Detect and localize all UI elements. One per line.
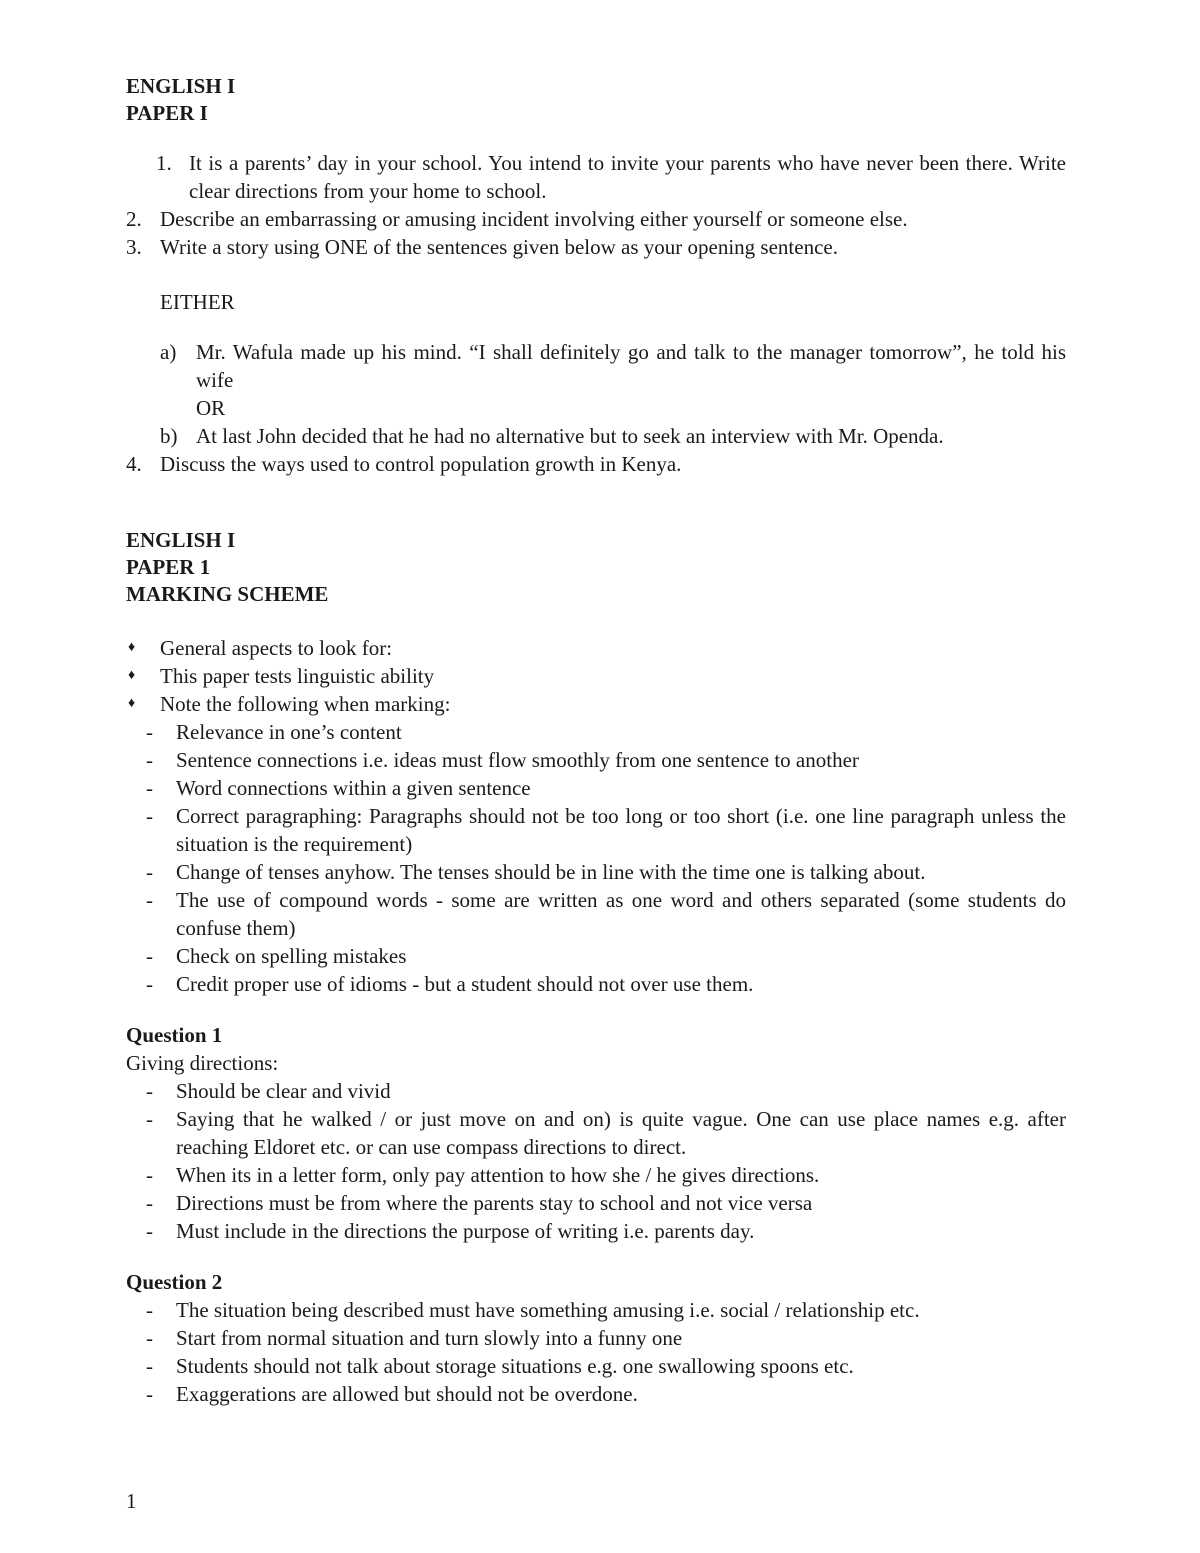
question-1-point [126,1077,1066,1105]
point-text: Saying that he walked / or just move on and on) is quite vague. One can use place names e.g. after reaching Eldoret etc. or can use compass directions to direct. [176,1107,1066,1159]
either-label: EITHER [160,290,235,314]
dash-bullet-icon: - [146,804,153,828]
point-text: Directions must be from where the parents stay to school and not vice versa [176,1191,813,1215]
dash-bullet-icon: - [146,1382,153,1406]
dash-bullet-icon: - [146,1354,153,1378]
marking-point-text: Credit proper use of idioms - but a student should not over use them. [176,972,754,996]
point-text: Students should not talk about storage situations e.g. one swallowing spoons etc. [176,1354,854,1378]
point-text: The situation being described must have something amusing i.e. social / relationship etc. [176,1298,920,1322]
question-number: 1. [156,151,172,175]
question-text: Describe an embarrassing or amusing incident involving either yourself or someone else. [160,207,908,231]
question-list [126,149,1066,261]
paper-heading [126,73,1066,127]
point-text: Start from normal situation and turn slowly into a funny one [176,1326,683,1350]
question-item-3 [126,233,1066,261]
bullet-item [126,634,1066,662]
marking-scheme-heading [126,527,1066,608]
question-1-subtitle: Giving directions: [126,1051,279,1075]
question-number: 2. [126,207,142,231]
marking-point-text: Correct paragraphing: Paragraphs should not be too long or too short (i.e. one line paragraph unless the situation is the requirement) [176,804,1066,856]
marking-point-text: The use of compound words - some are written as one word and others separated (some students do confuse them) [176,888,1066,940]
diamond-bullet-icon: ♦ [128,668,136,683]
aspects-bullet-list [126,634,1066,718]
point-text: When its in a letter form, only pay attention to how she / he gives directions. [176,1163,820,1187]
option-b [126,422,1066,450]
marking-point [126,774,1066,802]
question-2-point [126,1296,1066,1324]
question-item-1 [126,149,1066,205]
dash-bullet-icon: - [146,1298,153,1322]
question-text: Discuss the ways used to control population growth in Kenya. [160,452,682,476]
point-text: Should be clear and vivid [176,1079,391,1103]
page-number: 1 [126,1489,137,1513]
dash-bullet-icon: - [146,888,153,912]
marking-point-text: Sentence connections i.e. ideas must flow smoothly from one sentence to another [176,748,859,772]
marking-point [126,718,1066,746]
heading-line-2: PAPER I [126,101,208,125]
option-letter: b) [160,424,178,448]
bullet-text: General aspects to look for: [160,636,393,660]
dash-bullet-icon: - [146,1107,153,1131]
bullet-text: Note the following when marking: [160,692,451,716]
dash-bullet-icon: - [146,1219,153,1243]
marking-points-list [126,718,1066,998]
dash-bullet-icon: - [146,1079,153,1103]
dash-bullet-icon: - [146,720,153,744]
marking-point [126,942,1066,970]
question-number: 4. [126,452,142,476]
marking-point [126,802,1066,858]
or-label: OR [196,396,226,420]
option-letter: a) [160,340,177,364]
marking-point [126,886,1066,942]
marking-point-text: Check on spelling mistakes [176,944,407,968]
question-1-points [126,1077,1066,1245]
point-text: Must include in the directions the purpose of writing i.e. parents day. [176,1219,755,1243]
marking-point [126,970,1066,998]
question-1-point [126,1105,1066,1161]
question-number: 3. [126,235,142,259]
dash-bullet-icon: - [146,860,153,884]
bullet-item [126,662,1066,690]
question-2-heading: Question 2 [126,1270,223,1294]
marking-point [126,858,1066,886]
question-2-point [126,1324,1066,1352]
diamond-bullet-icon: ♦ [128,640,136,655]
question-2-points [126,1296,1066,1408]
dash-bullet-icon: - [146,748,153,772]
question-item-2 [126,205,1066,233]
scheme-line-3: MARKING SCHEME [126,582,329,606]
option-text: Mr. Wafula made up his mind. “I shall definitely go and talk to the manager tomorrow”, he told his wife [196,340,1066,392]
diamond-bullet-icon: ♦ [128,696,136,711]
scheme-line-1: ENGLISH I [126,528,236,552]
dash-bullet-icon: - [146,776,153,800]
document-content [126,73,1066,1408]
question-1-point [126,1161,1066,1189]
question-1-point [126,1217,1066,1245]
question-text: Write a story using ONE of the sentences given below as your opening sentence. [160,235,838,259]
question-text: It is a parents’ day in your school. You intend to invite your parents who have never been there. Write clear directions from your home to school. [189,151,1066,203]
marking-point-text: Word connections within a given sentence [176,776,531,800]
scheme-line-2: PAPER 1 [126,555,211,579]
question-2-point [126,1352,1066,1380]
question-1-point [126,1189,1066,1217]
heading-line-1: ENGLISH I [126,74,236,98]
question-item-4 [126,450,1066,478]
question-1-heading: Question 1 [126,1023,223,1047]
question-2-point [126,1380,1066,1408]
dash-bullet-icon: - [146,1326,153,1350]
point-text: Exaggerations are allowed but should not be overdone. [176,1382,638,1406]
dash-bullet-icon: - [146,972,153,996]
bullet-text: This paper tests linguistic ability [160,664,435,688]
marking-point-text: Change of tenses anyhow. The tenses should be in line with the time one is talking about. [176,860,926,884]
dash-bullet-icon: - [146,1163,153,1187]
dash-bullet-icon: - [146,1191,153,1215]
option-a [126,338,1066,422]
dash-bullet-icon: - [146,944,153,968]
marking-point-text: Relevance in one’s content [176,720,402,744]
marking-point [126,746,1066,774]
bullet-item [126,690,1066,718]
option-text: At last John decided that he had no alternative but to seek an interview with Mr. Openda. [196,424,944,448]
